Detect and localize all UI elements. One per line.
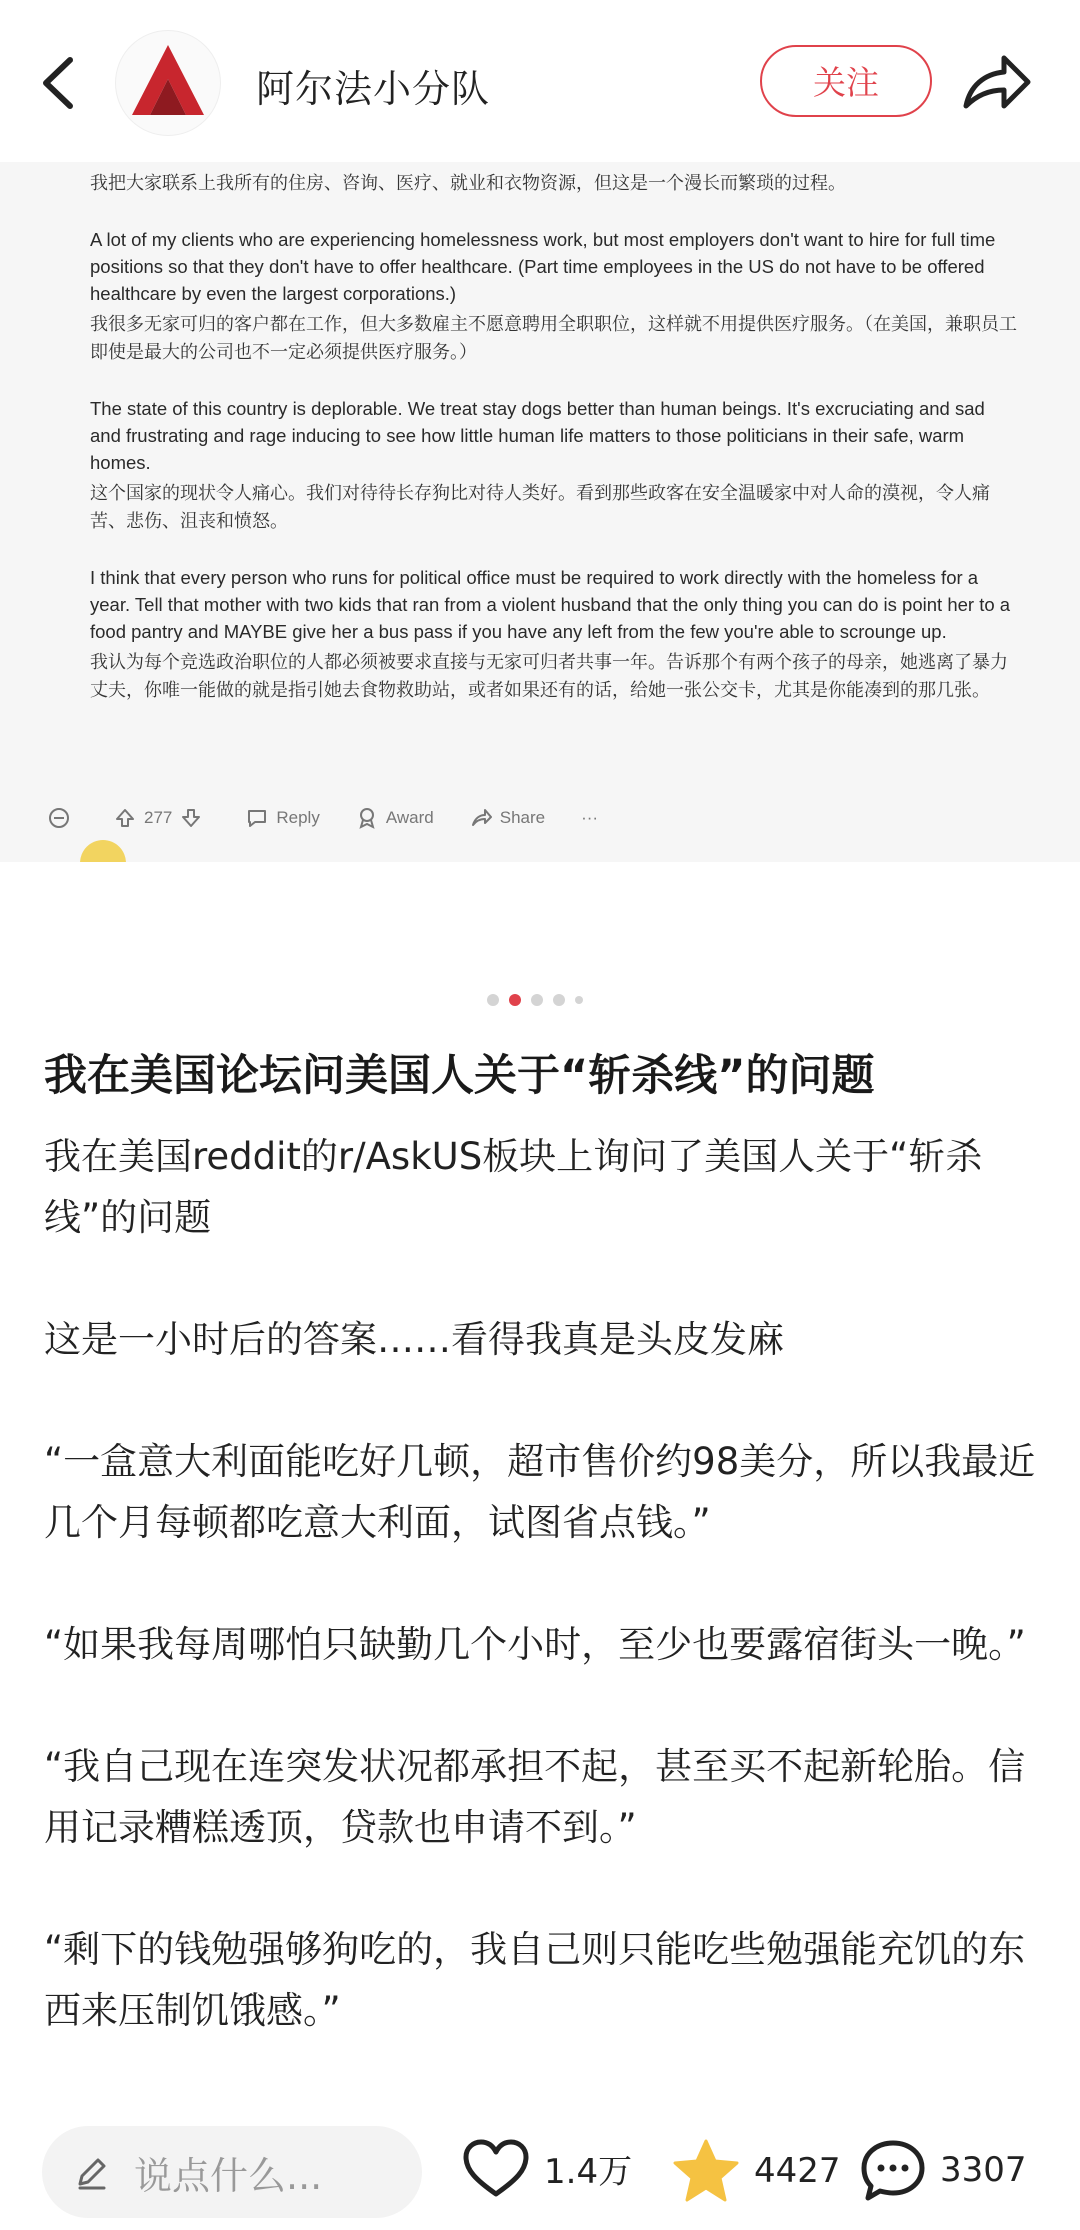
reddit-paragraph: I think that every person who runs for political office must be required to work directly with the homeless for a year. Tell that mother with two kids that ran from a violent husband that the only thing you can do is point her to a food pantry and MAYBE give her a bus pass if you have any left from the few you're able to scrounge up. (90, 567, 1011, 642)
post-body (44, 1126, 1044, 2102)
share-label: Share (499, 808, 546, 827)
top-bar (0, 0, 1080, 162)
comment-count: 3307 (940, 2150, 1027, 2190)
comment-input[interactable] (42, 2126, 422, 2218)
upvote-icon (114, 807, 136, 829)
more-action (581, 808, 598, 828)
more-label: ··· (581, 808, 599, 827)
post-paragraph: “剩下的钱勉强够狗吃的，我自己则只能吃些勉强能充饥的东西来压制饥饿感。” (44, 1928, 1026, 2032)
award-label: Award (385, 808, 434, 827)
award-action (356, 807, 434, 829)
carousel-dot (531, 994, 543, 1006)
favorite-count: 4427 (754, 2151, 841, 2191)
post-paragraph: 我在美国reddit的r/AskUS板块上询问了美国人关于“斩杀线”的问题 (44, 1135, 983, 1239)
comment-placeholder: 说点什么... (134, 2153, 323, 2198)
post-paragraph: 这是一小时后的答案……看得我真是头皮发麻 (44, 1318, 784, 1361)
author-name[interactable]: 阿尔法小分队 (256, 67, 491, 111)
post-image-reddit-screenshot[interactable] (0, 162, 1080, 862)
carousel-dot (487, 994, 499, 1006)
carousel-dot (553, 994, 565, 1006)
back-button[interactable] (30, 48, 90, 118)
vote-control (114, 807, 210, 829)
favorite-button[interactable] (672, 2138, 841, 2204)
reddit-paragraph: 我很多无家可归的客户都在工作，但大多数雇主不愿意聘用全职职位，这样就不用提供医疗服务。（在美国，兼职员工即使是最大的公司也不一定必须提供医疗服务。） (90, 314, 1017, 363)
reddit-paragraph: 我把大家联系上我所有的住房、咨询、医疗、就业和衣物资源，但这是一个漫长而繁琐的过程。 (90, 173, 846, 194)
share-icon (960, 50, 1032, 116)
reddit-paragraph: A lot of my clients who are experiencing homelessness work, but most employers don't want to hire for full time positions so that they don't have to offer healthcare. (Part time employees in the US do not have to be offered healthcare by even the largest corporations.) (90, 229, 996, 304)
collapse-icon (48, 807, 70, 829)
back-arrow-icon (30, 48, 90, 118)
carousel-indicator (487, 994, 593, 1006)
post-paragraph: “一盒意大利面能吃好几顿，超市售价约98美分，所以我最近几个月每顿都吃意大利面，试图省点钱。” (44, 1440, 1036, 1544)
reddit-paragraph: 这个国家的现状令人痛心。我们对待待长存狗比对待人类好。看到那些政客在安全温暖家中对人命的漠视，令人痛苦、悲伤、沮丧和愤怒。 (90, 483, 990, 532)
star-icon (672, 2138, 740, 2204)
share-button[interactable] (960, 50, 1032, 116)
reddit-user-avatar (80, 840, 126, 862)
vote-count: 277 (144, 808, 173, 827)
bottom-action-bar (0, 2098, 1080, 2230)
downvote-icon (180, 807, 202, 829)
reply-action (246, 807, 319, 829)
post-paragraph: “如果我每周哪怕只缺勤几个小时，至少也要露宿街头一晚。” (44, 1623, 1026, 1666)
carousel-dot (575, 996, 583, 1004)
share-action (470, 807, 545, 829)
comment-bubble-icon (860, 2138, 926, 2202)
reply-bubble-icon (246, 807, 268, 829)
pen-icon (72, 2152, 112, 2192)
reply-label: Reply (276, 808, 320, 827)
author-avatar[interactable] (115, 30, 221, 136)
collapse-button (48, 807, 78, 829)
reddit-paragraph: 我认为每个竞选政治职位的人都必须被要求直接与无家可归者共事一年。告诉那个有两个孩子的母亲，她逃离了暴力丈夫，你唯一能做的就是指引她去食物救助站，或者如果还有的话，给她一张公交卡，尤其是你能凑到的那几张。 (90, 652, 1008, 701)
follow-button[interactable]: 关注 (760, 45, 932, 117)
like-button[interactable] (462, 2138, 632, 2198)
reddit-action-bar (48, 798, 634, 838)
like-count: 1.4万 (544, 2151, 633, 2192)
reddit-comment-text (90, 170, 1020, 705)
post-title: 我在美国论坛问美国人关于“斩杀线”的问题 (44, 1051, 875, 1101)
heart-icon (462, 2138, 530, 2198)
post-paragraph: “我自己现在连突发状况都承担不起，甚至买不起新轮胎。信用记录糟糕透顶，贷款也申请不到。” (44, 1745, 1026, 1849)
share-arrow-icon (470, 807, 492, 829)
reddit-paragraph: The state of this country is deplorable. We treat stay dogs better than human beings. It's excruciating and sad and frustrating and rage inducing to see how little human life matters to those politicians in their safe, warm homes. (90, 398, 985, 473)
comment-button[interactable] (860, 2138, 1027, 2202)
carousel-dot-active (509, 994, 521, 1006)
award-icon (356, 807, 378, 829)
author-logo-icon (116, 31, 220, 135)
